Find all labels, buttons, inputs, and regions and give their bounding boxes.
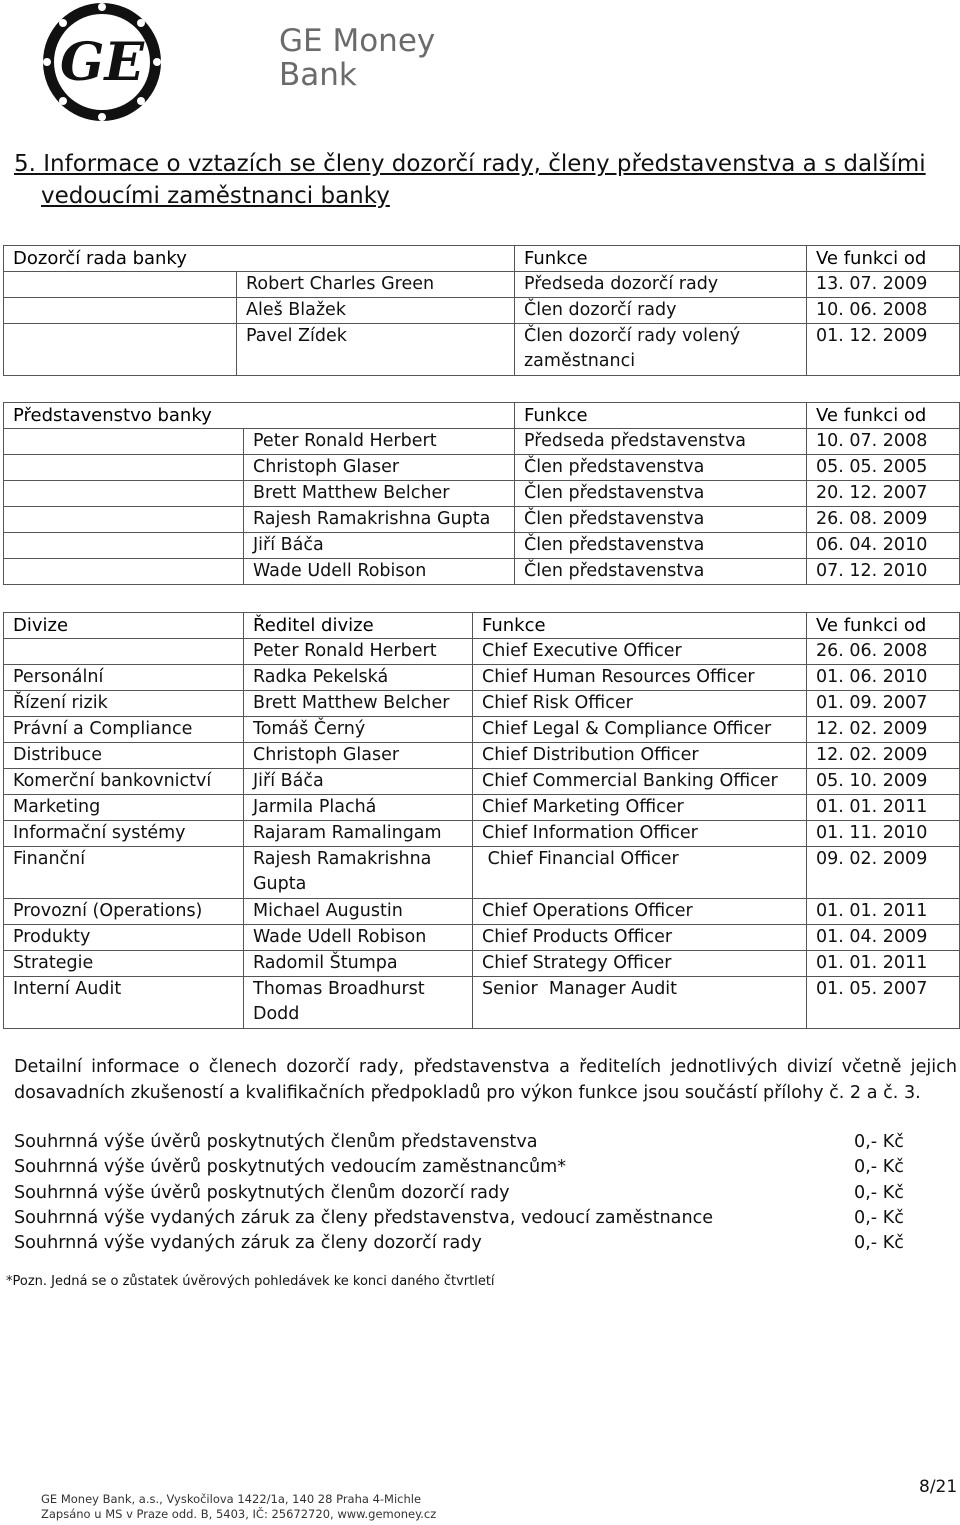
heading-line-2: vedoucími zaměstnanci banky bbox=[41, 183, 390, 209]
summary-value: 0,- Kč bbox=[854, 1132, 904, 1152]
director-role: Chief Marketing Officer bbox=[473, 795, 807, 821]
director-role: Chief Executive Officer bbox=[473, 639, 807, 665]
summary-label: Souhrnná výše úvěrů poskytnutých vedoucím zaměstnancům* bbox=[14, 1157, 567, 1178]
detail-paragraph: Detailní informace o členech dozorčí rady, představenstva a ředitelích jednotlivých divizí včetně jejich dosavadních zkušeností a kvalifikačních předpokladů pro výkon funkce jsou součástí přílohy č. 2 a č. 3. bbox=[14, 1057, 957, 1103]
summary-value: 0,- Kč bbox=[854, 1233, 904, 1254]
division-name: Finanční bbox=[4, 847, 244, 899]
table-row bbox=[4, 665, 960, 691]
table-row bbox=[4, 429, 960, 455]
header-since: Ve funkci od bbox=[807, 613, 960, 639]
table-row bbox=[4, 559, 960, 585]
director-since: 09. 02. 2009 bbox=[807, 847, 960, 899]
director-since: 01. 09. 2007 bbox=[807, 691, 960, 717]
member-name: Robert Charles Green bbox=[237, 272, 515, 298]
director-since: 01. 01. 2011 bbox=[807, 795, 960, 821]
table-row bbox=[4, 977, 960, 1029]
table-row bbox=[4, 639, 960, 665]
member-since: 26. 08. 2009 bbox=[807, 507, 960, 533]
table-row bbox=[4, 769, 960, 795]
table-row bbox=[4, 533, 960, 559]
header-since: Ve funkci od bbox=[807, 246, 960, 272]
table-header bbox=[4, 613, 960, 639]
table-row bbox=[4, 691, 960, 717]
summary-row bbox=[14, 1206, 914, 1231]
member-role: Předseda dozorčí rady bbox=[515, 272, 807, 298]
management-board-table bbox=[3, 402, 960, 585]
logo-text: GE bbox=[59, 32, 145, 93]
director-role: Chief Operations Officer bbox=[473, 899, 807, 925]
division-name: Provozní (Operations) bbox=[4, 899, 244, 925]
division-name: Personální bbox=[4, 665, 244, 691]
director-role: Chief Financial Officer bbox=[473, 847, 807, 899]
divisions-table bbox=[3, 612, 960, 1029]
member-since: 01. 12. 2009 bbox=[807, 324, 960, 376]
ge-logo bbox=[42, 2, 162, 122]
header-since: Ve funkci od bbox=[807, 403, 960, 429]
table-row bbox=[4, 481, 960, 507]
division-name: Marketing bbox=[4, 795, 244, 821]
table-row bbox=[4, 743, 960, 769]
member-role: Člen představenstva bbox=[515, 559, 807, 585]
brand-line-2: Bank bbox=[279, 57, 357, 93]
director-since: 01. 11. 2010 bbox=[807, 821, 960, 847]
director-since: 12. 02. 2009 bbox=[807, 743, 960, 769]
member-name: Wade Udell Robison bbox=[244, 559, 515, 585]
summary-label: Souhrnná výše úvěrů poskytnutých členům dozorčí rady bbox=[14, 1182, 510, 1203]
table-row bbox=[4, 455, 960, 481]
director-since: 26. 06. 2008 bbox=[807, 639, 960, 665]
header-director: Ředitel divize bbox=[244, 613, 473, 639]
table-header bbox=[4, 403, 960, 429]
table-row bbox=[4, 951, 960, 977]
header-role: Funkce bbox=[515, 246, 807, 272]
member-name: Christoph Glaser bbox=[244, 455, 515, 481]
director-name: Jarmila Plachá bbox=[244, 795, 473, 821]
division-name: Informační systémy bbox=[4, 821, 244, 847]
loan-summary bbox=[14, 1130, 914, 1256]
director-since: 01. 01. 2011 bbox=[807, 899, 960, 925]
director-since: 01. 05. 2007 bbox=[807, 977, 960, 1029]
director-role: Chief Products Officer bbox=[473, 925, 807, 951]
director-name: Jiří Báča bbox=[244, 769, 473, 795]
table-row bbox=[4, 298, 960, 324]
summary-row bbox=[14, 1231, 914, 1256]
director-name: Michael Augustin bbox=[244, 899, 473, 925]
director-role: Senior Manager Audit bbox=[473, 977, 807, 1029]
director-role: Chief Legal & Compliance Officer bbox=[473, 717, 807, 743]
summary-row bbox=[14, 1181, 914, 1206]
header-division: Divize bbox=[4, 613, 244, 639]
director-since: 01. 06. 2010 bbox=[807, 665, 960, 691]
brand-name bbox=[279, 24, 435, 92]
director-role: Chief Commercial Banking Officer bbox=[473, 769, 807, 795]
director-name: Tomáš Černý bbox=[244, 717, 473, 743]
division-name bbox=[4, 639, 244, 665]
summary-label: Souhrnná výše vydaných záruk za členy dozorčí rady bbox=[14, 1233, 482, 1254]
table-row bbox=[4, 717, 960, 743]
header-role: Funkce bbox=[515, 403, 807, 429]
member-role: Člen představenstva bbox=[515, 507, 807, 533]
director-since: 12. 02. 2009 bbox=[807, 717, 960, 743]
section-heading bbox=[14, 148, 958, 212]
member-since: 20. 12. 2007 bbox=[807, 481, 960, 507]
heading-line-1: 5. Informace o vztazích se členy dozorčí rady, členy představenstva a s dalšími bbox=[14, 151, 926, 177]
table-row bbox=[4, 795, 960, 821]
director-name: Wade Udell Robison bbox=[244, 925, 473, 951]
summary-row bbox=[14, 1130, 914, 1155]
brand-line-1: GE Money bbox=[279, 23, 436, 59]
director-role: Chief Human Resources Officer bbox=[473, 665, 807, 691]
table-row bbox=[4, 821, 960, 847]
member-name: Peter Ronald Herbert bbox=[244, 429, 515, 455]
member-since: 05. 05. 2005 bbox=[807, 455, 960, 481]
footer-line-2: Zapsáno u MS v Praze odd. B, 5403, IČ: 25672720, www.gemoney.cz bbox=[41, 1507, 437, 1521]
member-role: Předseda představenstva bbox=[515, 429, 807, 455]
director-name: Radka Pekelská bbox=[244, 665, 473, 691]
division-name: Produkty bbox=[4, 925, 244, 951]
header-board: Dozorčí rada banky bbox=[4, 246, 515, 272]
director-role: Chief Strategy Officer bbox=[473, 951, 807, 977]
director-name: Brett Matthew Belcher bbox=[244, 691, 473, 717]
table-row bbox=[4, 899, 960, 925]
director-name: Rajaram Ramalingam bbox=[244, 821, 473, 847]
member-role: Člen představenstva bbox=[515, 455, 807, 481]
table-row bbox=[4, 925, 960, 951]
member-since: 10. 06. 2008 bbox=[807, 298, 960, 324]
page-number: 8/21 bbox=[919, 1477, 958, 1497]
member-since: 10. 07. 2008 bbox=[807, 429, 960, 455]
division-name: Řízení rizik bbox=[4, 691, 244, 717]
member-role: Člen dozorčí rady bbox=[515, 298, 807, 324]
table-row bbox=[4, 507, 960, 533]
member-name: Jiří Báča bbox=[244, 533, 515, 559]
division-name: Strategie bbox=[4, 951, 244, 977]
member-role: Člen představenstva bbox=[515, 533, 807, 559]
summary-row bbox=[14, 1155, 914, 1180]
table-row bbox=[4, 272, 960, 298]
division-name: Právní a Compliance bbox=[4, 717, 244, 743]
member-name: Pavel Zídek bbox=[237, 324, 515, 376]
footnote: *Pozn. Jedná se o zůstatek úvěrových pohledávek ke konci daného čtvrtletí bbox=[6, 1274, 495, 1289]
member-since: 06. 04. 2010 bbox=[807, 533, 960, 559]
member-name: Aleš Blažek bbox=[237, 298, 515, 324]
division-name: Interní Audit bbox=[4, 977, 244, 1029]
header-role: Funkce bbox=[473, 613, 807, 639]
division-name: Komerční bankovnictví bbox=[4, 769, 244, 795]
director-name: Radomil Štumpa bbox=[244, 951, 473, 977]
summary-value: 0,- Kč bbox=[854, 1157, 904, 1178]
director-since: 05. 10. 2009 bbox=[807, 769, 960, 795]
summary-value: 0,- Kč bbox=[854, 1207, 904, 1228]
director-role: Chief Information Officer bbox=[473, 821, 807, 847]
company-footer bbox=[41, 1492, 436, 1522]
member-since: 07. 12. 2010 bbox=[807, 559, 960, 585]
table-row bbox=[4, 847, 960, 899]
member-name: Brett Matthew Belcher bbox=[244, 481, 515, 507]
director-role: Chief Distribution Officer bbox=[473, 743, 807, 769]
summary-label: Souhrnná výše úvěrů poskytnutých členům představenstva bbox=[14, 1132, 538, 1152]
summary-value: 0,- Kč bbox=[854, 1182, 904, 1203]
division-name: Distribuce bbox=[4, 743, 244, 769]
table-header bbox=[4, 246, 960, 272]
footer-line-1: GE Money Bank, a.s., Vyskočilova 1422/1a, 140 28 Praha 4-Michle bbox=[41, 1492, 422, 1506]
supervisory-board-table bbox=[3, 245, 960, 376]
director-name: Peter Ronald Herbert bbox=[244, 639, 473, 665]
member-name: Rajesh Ramakrishna Gupta bbox=[244, 507, 515, 533]
member-role: Člen dozorčí rady volený zaměstnanci bbox=[515, 324, 807, 376]
director-name: Rajesh Ramakrishna Gupta bbox=[244, 847, 473, 899]
member-since: 13. 07. 2009 bbox=[807, 272, 960, 298]
director-role: Chief Risk Officer bbox=[473, 691, 807, 717]
member-role: Člen představenstva bbox=[515, 481, 807, 507]
table-row bbox=[4, 324, 960, 376]
director-since: 01. 04. 2009 bbox=[807, 925, 960, 951]
director-since: 01. 01. 2011 bbox=[807, 951, 960, 977]
header-management: Představenstvo banky bbox=[4, 403, 515, 429]
summary-label: Souhrnná výše vydaných záruk za členy představenstva, vedoucí zaměstnance bbox=[14, 1207, 714, 1228]
director-name: Christoph Glaser bbox=[244, 743, 473, 769]
director-name: Thomas Broadhurst Dodd bbox=[244, 977, 473, 1029]
